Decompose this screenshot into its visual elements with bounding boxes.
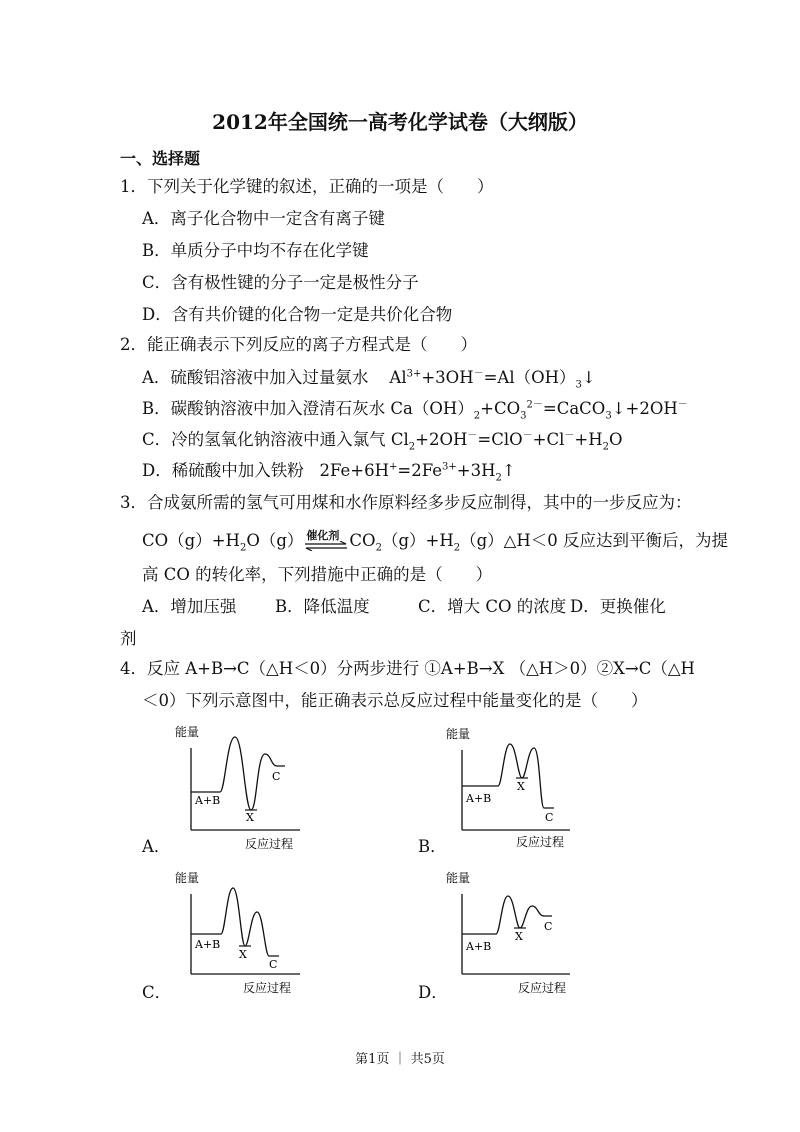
reactant-label: A+B [195, 794, 221, 807]
energy-diagram-a [165, 722, 325, 862]
q2-stem: 2．能正确表示下列反应的离子方程式是（ ） [120, 335, 477, 354]
energy-diagram-d [440, 868, 600, 1008]
page-footer: 第1页 ｜ 共5页 [355, 1052, 445, 1067]
equilibrium-arrow-icon: 催化剂 [304, 531, 348, 553]
q1-option-c: C．含有极性键的分子一定是极性分子 [142, 273, 419, 292]
intermediate-label: X [515, 930, 523, 943]
y-axis-label: 能量 [446, 727, 471, 741]
q4-option-c: C． [142, 983, 172, 1002]
section-heading: 一、选择题 [120, 149, 201, 168]
q4-option-a: A． [142, 837, 171, 856]
energy-diagram-c [165, 868, 325, 1008]
product-label: C [545, 811, 554, 824]
q4-line1: 4．反应 A+B→C（△H＜0）分两步进行 ①A+B→X （△H＞0）②X→C（△H [120, 659, 695, 678]
q2-option-d: D．稀硫酸中加入铁粉 $2Fe+6H^+=2Fe^{3+}+3H_2↑$ [142, 461, 516, 484]
y-axis-label: 能量 [446, 871, 471, 885]
product-label: C [269, 958, 278, 971]
reactant-label: A+B [195, 938, 221, 951]
q1-option-b: B．单质分子中均不存在化学键 [142, 241, 369, 260]
reactant-label: A+B [466, 792, 492, 805]
q2-option-c: C．冷的氢氧化钠溶液中通入氯气 $Cl_2+2OH^-=ClO^-+Cl^-+H_2O$ [142, 430, 623, 453]
q3-option-d: D．更换催化 [570, 597, 666, 616]
reactant-label: A+B [466, 940, 492, 953]
q2-option-a: A．硫酸铝溶液中加入过量氨水 $Al^{3+}+3OH^-=Al(OH)_3↓$ [142, 368, 596, 391]
q1-option-a: A．离子化合物中一定含有离子键 [142, 209, 385, 228]
q3-option-b: B．降低温度 [275, 597, 370, 616]
intermediate-label: X [517, 780, 525, 793]
energy-diagram-b [440, 724, 600, 864]
x-axis-label: 反应过程 [518, 981, 567, 995]
q1-stem: 1．下列关于化学键的叙述，正确的一项是（ ） [120, 177, 494, 196]
y-axis-label: 能量 [175, 871, 200, 885]
q2-option-b: B．碳酸钠溶液中加入澄清石灰水 $Ca(OH)_2+CO_3^{2-}=CaCO_3↓+2OH^-$ [142, 399, 688, 422]
q3-option-d-wrap: 剂 [120, 629, 137, 648]
x-axis-label: 反应过程 [516, 835, 565, 849]
y-axis-label: 能量 [175, 725, 200, 739]
q3-option-a: A．增加压强 [142, 597, 237, 616]
product-label: C [272, 770, 281, 783]
q3-equation: $CO(g)+H_2O(g)$ 催化剂 $CO_2(g)+H_2(g)\triangle H<0$ 反应达到平衡后，为提 [142, 528, 728, 554]
q4-option-b: B． [418, 837, 447, 856]
intermediate-label: X [246, 811, 254, 824]
q3-stem: 3．合成氨所需的氢气可用煤和水作原料经多步反应制得，其中的一步反应为： [120, 493, 692, 512]
q3-line3: 高 CO 的转化率，下列措施中正确的是（ ） [142, 565, 493, 584]
intermediate-label: X [239, 948, 247, 961]
page-title: 2012年全国统一高考化学试卷（大纲版） [212, 110, 588, 134]
q4-line2: ＜0）下列示意图中，能正确表示总反应过程中能量变化的是（ ） [142, 691, 648, 710]
product-label: C [544, 920, 553, 933]
q1-option-d: D．含有共价键的化合物一定是共价化合物 [142, 305, 453, 324]
q3-option-c: C．增大 CO 的浓度 [418, 597, 567, 616]
q4-option-d: D． [418, 983, 448, 1002]
x-axis-label: 反应过程 [245, 837, 294, 851]
x-axis-label: 反应过程 [243, 981, 292, 995]
